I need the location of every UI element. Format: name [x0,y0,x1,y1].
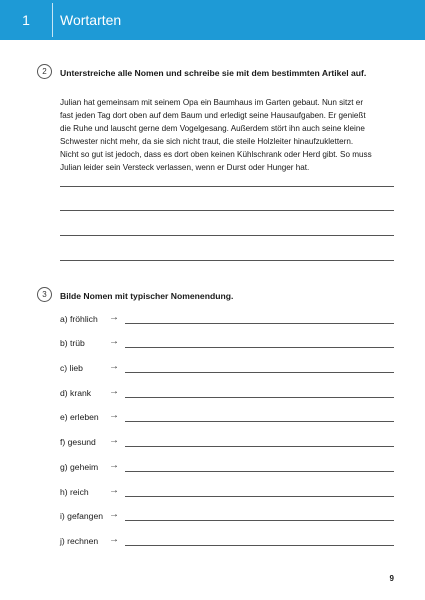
exercise-answer-line-g[interactable] [125,471,394,472]
exercise-answer-line-j[interactable] [125,545,394,546]
page-number: 9 [389,574,394,583]
exercise-answer-line-f[interactable] [125,446,394,447]
chapter-number: 1 [22,12,30,28]
exercise-label-j: j) rechnen [60,536,99,546]
text-line: Nicht so gut ist jedoch, dass es dort oben keinen Kühlschrank oder Herd gibt. So muss [60,150,372,159]
text-line: die Ruhe und lauscht gerne dem Vogelgesang. Außerdem stört ihn auch seine kleine [60,124,365,133]
arrow-right-icon: → [109,361,119,372]
task-2-text [60,96,398,174]
exercise-label-e: e) erleben [60,412,99,422]
answer-line[interactable] [60,210,394,211]
exercise-label-b: b) trüb [60,338,85,348]
task-2-instruction: Unterstreiche alle Nomen und schreibe sie mit dem bestimmten Artikel auf. [60,68,367,78]
answer-line[interactable] [60,235,394,236]
exercise-answer-line-i[interactable] [125,520,394,521]
exercise-answer-line-h[interactable] [125,496,394,497]
text-line: Schwester nicht mehr, da sie sich nicht traut, die steile Holzleiter hinaufzuklettern. [60,137,354,146]
arrow-right-icon: → [109,509,119,520]
chapter-title: Wortarten [60,12,122,28]
arrow-right-icon: → [109,336,119,347]
arrow-right-icon: → [109,460,119,471]
arrow-right-icon: → [109,485,119,496]
exercise-answer-line-c[interactable] [125,372,394,373]
exercise-label-c: c) lieb [60,363,83,373]
arrow-right-icon: → [109,410,119,421]
answer-line[interactable] [60,186,394,187]
arrow-right-icon: → [109,312,119,323]
exercise-label-i: i) gefangen [60,511,104,521]
exercise-label-a: a) fröhlich [60,314,98,324]
exercise-label-h: h) reich [60,487,89,497]
exercise-answer-line-e[interactable] [125,421,394,422]
arrow-right-icon: → [109,386,119,397]
text-line: fast jeden Tag dort oben auf dem Baum und erledigt seine Hausaufgaben. Er genießt [60,111,366,120]
text-line: Julian hat gemeinsam mit seinem Opa ein Baumhaus im Garten gebaut. Nun sitzt er [60,98,364,107]
exercise-answer-line-a[interactable] [125,323,394,324]
chapter-header [0,0,425,40]
arrow-right-icon: → [109,534,119,545]
text-line: Julian leider sein Versteck verlassen, wenn er Durst oder Hunger hat. [60,163,310,172]
exercise-answer-line-d[interactable] [125,397,394,398]
task-2-number: 2 [37,64,52,79]
exercise-label-d: d) krank [60,388,92,398]
arrow-right-icon: → [109,435,119,446]
exercise-answer-line-b[interactable] [125,347,394,348]
task-3-instruction: Bilde Nomen mit typischer Nomenendung. [60,291,234,301]
header-divider [52,3,53,37]
answer-line[interactable] [60,260,394,261]
exercise-label-g: g) geheim [60,462,99,472]
task-3-number: 3 [37,287,52,302]
exercise-label-f: f) gesund [60,437,96,447]
